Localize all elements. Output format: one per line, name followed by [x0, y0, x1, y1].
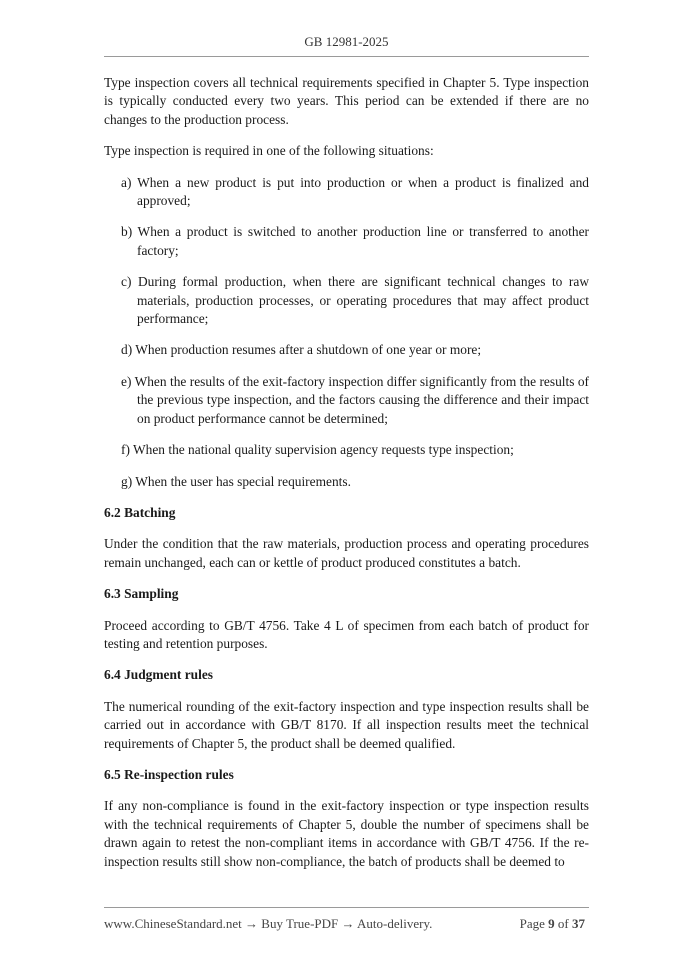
arrow-icon: → [245, 916, 259, 931]
list-item: d) When production resumes after a shutdown of one year or more; [121, 342, 482, 358]
list-item: g) When the user has special requirements. [121, 473, 351, 489]
page-header: GB 12981-2025 [304, 34, 389, 49]
section-heading-judgment-rules: 6.4 Judgment rules [104, 667, 213, 683]
list-item: c) During formal production, when there are significant technical changes to raw materials, production processes, or operating procedures that may affect product performance; [121, 274, 589, 327]
list-item: f) When the national quality supervision agency requests type inspection; [121, 442, 514, 458]
list-item: e) When the results of the exit-factory inspection differ significantly from the results of the previous type inspection, and the factors causing the difference and their impact on product performance cannot be determined; [121, 373, 589, 426]
section-body-batching: Under the condition that the raw materials, production process and operating procedures remain unchanged, each can or kettle of product produced constitutes a batch. [104, 536, 589, 570]
auto-delivery-text: Auto-delivery. [357, 916, 433, 931]
section-body-sampling: Proceed according to GB/T 4756. Take 4 L of specimen from each batch of product for testing and retention purposes. [104, 617, 589, 651]
list-item: b) When a product is switched to another production line or transferred to another factory; [121, 224, 589, 258]
section-body-judgment-rules: The numerical rounding of the exit-factory inspection and type inspection results shall be carried out in accordance with GB/T 8170. If all inspection results meet the technical requirements of Chapter 5, the product shall be deemed qualified. [104, 698, 589, 751]
buy-true-pdf-text: Buy True-PDF [261, 916, 339, 931]
page-current: 9 [548, 916, 555, 931]
situations-lead: Type inspection is required in one of the following situations: [104, 143, 434, 159]
intro-paragraph: Type inspection covers all technical requirements specified in Chapter 5. Type inspection is typically conducted every two years. This period can be extended if there are no changes to the production process. [104, 75, 589, 127]
site-link[interactable]: www.ChineseStandard.net [104, 916, 242, 931]
page-of-label: of [557, 916, 569, 931]
header-divider [104, 56, 589, 57]
list-item: a) When a new product is put into production or when a product is finalized and approved; [121, 174, 589, 209]
footer-links [104, 916, 432, 932]
page-label: Page [519, 916, 545, 931]
arrow-icon: → [341, 916, 355, 931]
section-heading-batching: 6.2 Batching [104, 504, 176, 520]
page-number [520, 916, 585, 932]
document-body [104, 74, 589, 884]
section-body-reinspection-rules: If any non-compliance is found in the exit-factory inspection or type inspection results with the technical requirements of Chapter 5, double the number of specimens shall be drawn again to retest the non-compliant items in accordance with GB/T 4756. If the re-inspection results still show non-compliance, the batch of products shall be deemed to [104, 798, 589, 869]
section-heading-sampling: 6.3 Sampling [104, 586, 179, 602]
footer-divider [104, 907, 589, 908]
page-total: 37 [572, 916, 585, 931]
situations-list [104, 174, 589, 491]
section-heading-reinspection-rules: 6.5 Re-inspection rules [104, 766, 234, 782]
